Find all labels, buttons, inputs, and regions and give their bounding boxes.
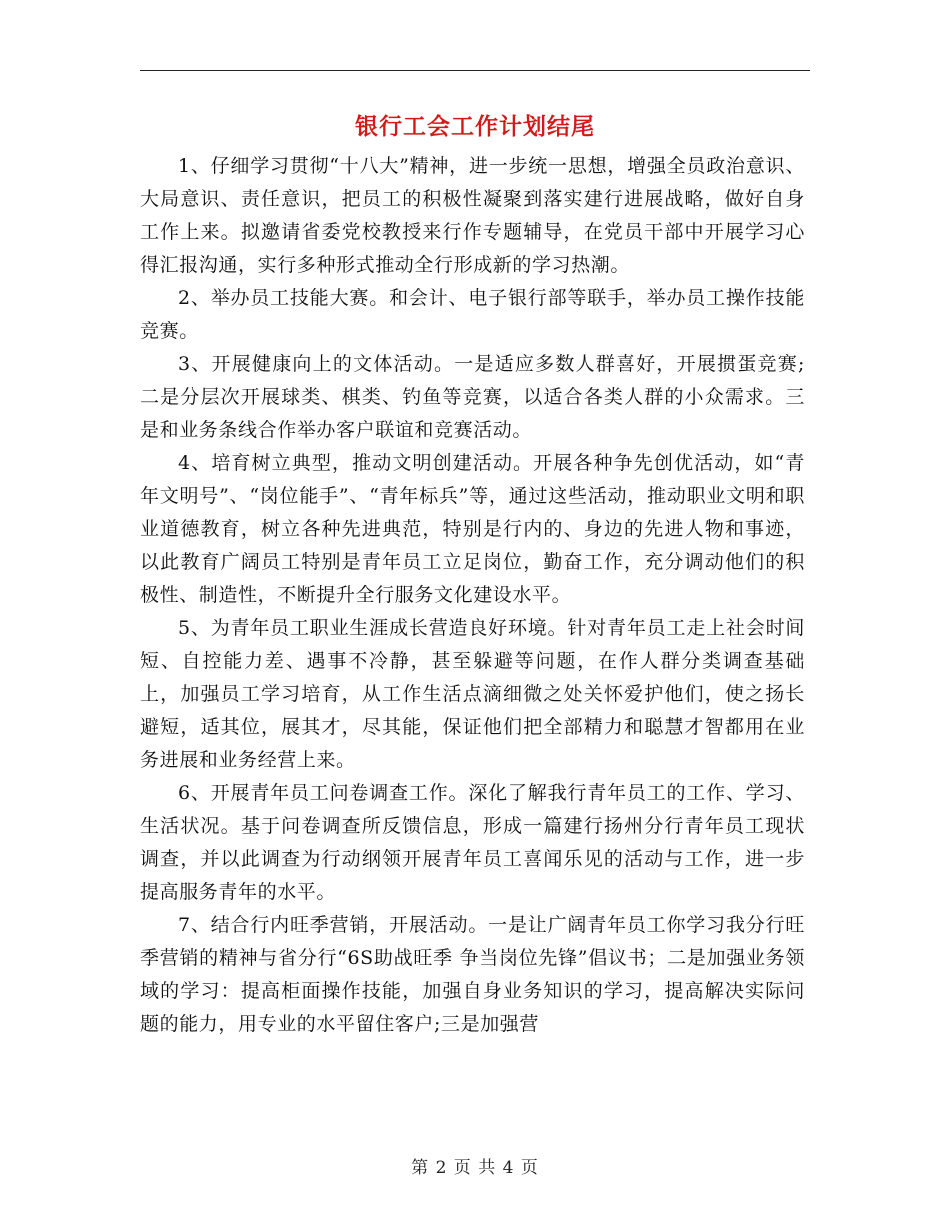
paragraph-1: 1、仔细学习贯彻“十八大”精神，进一步统一思想，增强全员政治意识、大局意识、责任意识，把员工的积极性凝聚到落实建行进展战略，做好自身工作上来。拟邀请省委党校教授来行作专题辅导，在党员干部中开展学习心得汇报沟通，实行多种形式推动全行形成新的学习热潮。 — [140, 155, 805, 276]
paragraph-3: 3、开展健康向上的文体活动。一是适应多数人群喜好，开展掼蛋竞赛;二是分层次开展球类、棋类、钓鱼等竞赛，以适合各类人群的小众需求。三是和业务条线合作举办客户联谊和竞赛活动。 — [140, 353, 805, 441]
paragraph-6: 6、开展青年员工问卷调查工作。深化了解我行青年员工的工作、学习、生活状况。基于问卷调查所反馈信息，形成一篇建行扬州分行青年员工现状调查，并以此调查为行动纲领开展青年员工喜闻乐见的活动与工作，进一步提高服务青年的水平。 — [140, 782, 805, 903]
paragraph-4: 4、培育树立典型，推动文明创建活动。开展各种争先创优活动，如“青年文明号”、“岗位能手”、“青年标兵”等，通过这些活动，推动职业文明和职业道德教育，树立各种先进典范，特别是行内的、身边的先进人物和事迹，以此教育广阔员工特别是青年员工立足岗位，勤奋工作，充分调动他们的积极性、制造性，不断提升全行服务文化建设水平。 — [140, 452, 805, 606]
document-title: 银行工会工作计划结尾 — [355, 114, 595, 140]
page-number-footer: 第 2 页 共 4 页 — [411, 1158, 539, 1178]
paragraph-7: 7、结合行内旺季营销，开展活动。一是让广阔青年员工你学习我分行旺季营销的精神与省分行“6S助战旺季 争当岗位先锋”倡议书；二是加强业务领域的学习：提高柜面操作技能，加强自身业务知识的学习，提高解决实际问题的能力，用专业的水平留住客户;三是加强营 — [140, 914, 805, 1035]
document-body — [140, 150, 805, 1041]
paragraph-5: 5、为青年员工职业生涯成长营造良好环境。针对青年员工走上社会时间短、自控能力差、遇事不冷静，甚至躲避等问题，在作人群分类调查基础上，加强员工学习培育，从工作生活点滴细微之处关怀爱护他们，使之扬长避短，适其位，展其才，尽其能，保证他们把全部精力和聪慧才智都用在业务进展和业务经营上来。 — [140, 617, 805, 771]
paragraph-2: 2、举办员工技能大赛。和会计、电子银行部等联手，举办员工操作技能竞赛。 — [140, 287, 805, 342]
header-rule — [140, 70, 810, 71]
